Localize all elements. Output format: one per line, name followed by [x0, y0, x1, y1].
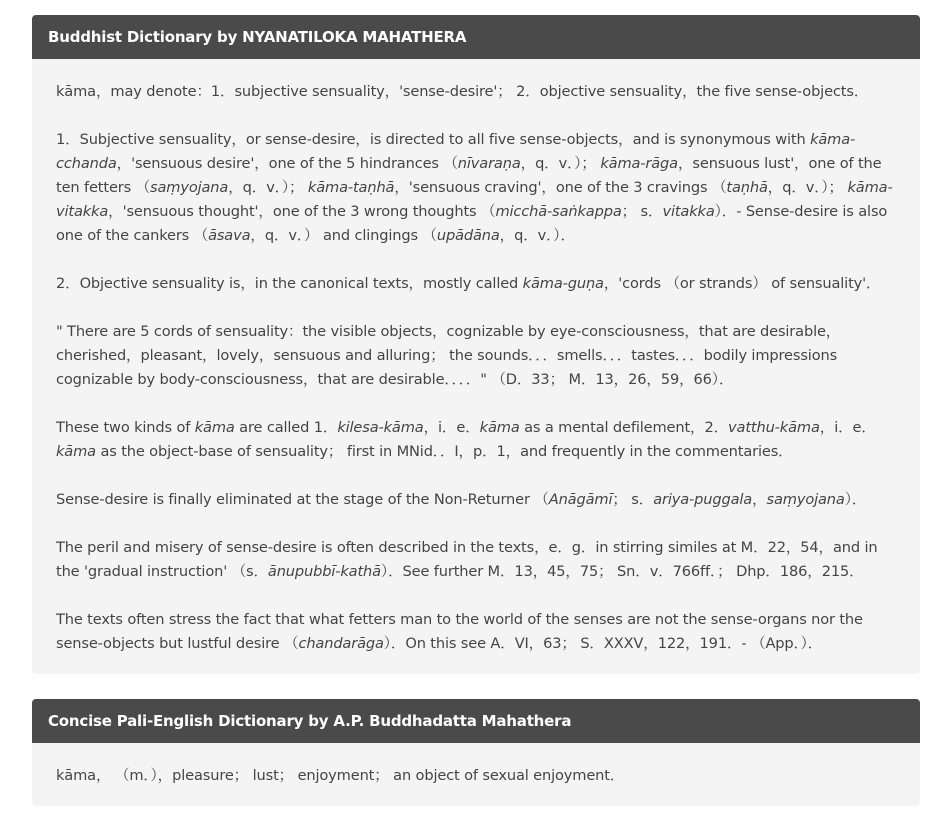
definition-paragraph [56, 320, 896, 392]
text-run: kāma， （m．），pleasure； lust； enjoyment； an object of sexual enjoyment． [56, 767, 625, 784]
pali-term: ariya-puggala [653, 491, 753, 508]
text-run: ）．On this see A．VI，63； S．XXXV，122，191．- （App．）． [383, 635, 823, 652]
panel-body [32, 743, 920, 806]
text-run: ； s． [612, 491, 654, 508]
text-run: The texts often stress the fact that what fetters man to the world of the senses are not the sense-organs nor the sense-objects but lustful desire （ [56, 611, 863, 652]
pali-term: kāma [56, 443, 96, 460]
text-run: are called 1． [234, 419, 338, 436]
text-run: ，'sensuous desire'，one of the 5 hindrances （ [116, 155, 458, 172]
text-run: ，q．v．） and clingings （ [250, 227, 437, 244]
text-run: as the object-base of sensuality； first in MNid．．I，p．1，and frequently in the commentaries． [95, 443, 793, 460]
text-run: ，'cords （or strands） of sensuality'． [603, 275, 881, 292]
panel-title: Buddhist Dictionary by NYANATILOKA MAHATHERA [32, 15, 920, 59]
pali-term: vitakka [662, 203, 715, 220]
definition-paragraph [56, 80, 896, 104]
text-run: ，sensuous lust'，one of the ten fetters （ [56, 155, 882, 196]
pali-term: nīvaraṇa [457, 155, 521, 172]
pali-term: āsava [208, 227, 251, 244]
pali-term: vatthu-kāma [728, 419, 820, 436]
text-run: ，i．e． [423, 419, 480, 436]
pali-term: saṃyojana [766, 491, 845, 508]
text-run: ）．See further M．13，45，75； Sn．v．766ff．； Dhp．186，215． [380, 563, 864, 580]
text-run: ， [752, 491, 767, 508]
text-run: Sense-desire is finally eliminated at the stage of the Non-Returner （ [56, 491, 549, 508]
pali-term: kāma [194, 419, 235, 436]
pali-term: chandarāga [298, 635, 384, 652]
text-run: ，'sensuous craving'，one of the 3 cravings （ [394, 179, 727, 196]
pali-term: upādāna [436, 227, 500, 244]
definition-paragraph [56, 764, 896, 788]
text-run: ）． [844, 491, 867, 508]
panel-title: Concise Pali-English Dictionary by A.P. Buddhadatta Mahathera [32, 699, 920, 743]
pali-term: ānupubbī-kathā [267, 563, 381, 580]
text-run: ，q．v．）； [228, 179, 308, 196]
dictionary-panel-buddhadatta [32, 699, 920, 806]
pali-term: taṇhā [726, 179, 768, 196]
text-run: The peril and misery of sense-desire is often described in the texts，e．g．in stirring similes at M．22，54，and in the 'gradual instruction' （s． [56, 539, 878, 580]
definition-paragraph [56, 536, 896, 584]
text-run: These two kinds of [56, 419, 195, 436]
text-run: as a mental defilement，2． [519, 419, 729, 436]
pali-term: kāma-cchanda [56, 131, 856, 172]
pali-term: kāma-taṇhā [307, 179, 395, 196]
text-run: ，i．e． [819, 419, 876, 436]
pali-term: saṃyojana [150, 179, 229, 196]
definition-paragraph [56, 416, 896, 464]
pali-term: kilesa-kāma [337, 419, 424, 436]
text-run: " There are 5 cords of sensuality：the visible objects，cognizable by eye-consciousness，that are desirable，cherished，pleasant，lovely，sensuous and alluring； the sounds．．．smells．．．tastes．．．bodily impressions cognizable by body-consciousness，that are desirable．．．．" （D．33； M．13，26，59，66）． [56, 323, 841, 388]
definition-paragraph [56, 128, 896, 248]
pali-term: kāma [479, 419, 520, 436]
text-run: ，q．v．）； [520, 155, 601, 172]
text-run: 2．Objective sensuality is，in the canonical texts，mostly called [56, 275, 523, 292]
text-run: kāma，may denote：1．subjective sensuality，'sense-desire'； 2．objective sensuality，the five sense-objects． [56, 83, 869, 100]
pali-term: kāma-guṇa [522, 275, 604, 292]
pali-term: kāma-rāga [600, 155, 678, 172]
definition-paragraph [56, 488, 896, 512]
text-run: 1．Subjective sensuality，or sense-desire，is directed to all five sense-objects，and is synonymous with [56, 131, 811, 148]
text-run: ，q．v．）． [499, 227, 575, 244]
text-run: ，q．v．）； [767, 179, 848, 196]
pali-term: Anāgāmī [548, 491, 613, 508]
dictionary-panel-nyanatiloka [32, 15, 920, 674]
panel-body [32, 59, 920, 674]
definition-paragraph [56, 272, 896, 296]
pali-term: micchā-saṅkappa [495, 203, 622, 220]
text-run: ； s． [621, 203, 663, 220]
pali-term: kāma-vitakka [56, 179, 893, 220]
text-run: ，'sensuous thought'，one of the 3 wrong thoughts （ [108, 203, 496, 220]
definition-paragraph [56, 608, 896, 656]
text-run: ）．- Sense-desire is also one of the cankers （ [56, 203, 888, 244]
